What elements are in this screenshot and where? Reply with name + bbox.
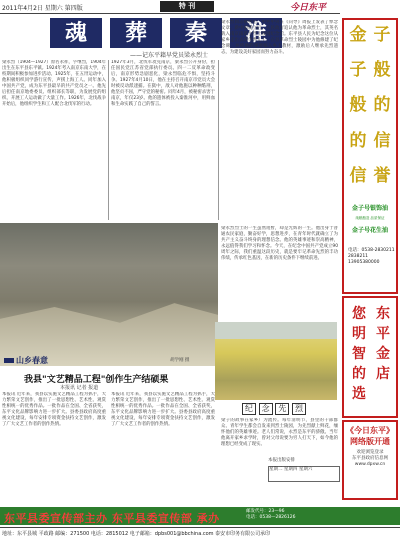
ad-char: 的 (352, 366, 366, 382)
ad-char: 店 (376, 366, 390, 382)
gold-ad-slogan (344, 20, 396, 200)
column-divider (108, 60, 109, 220)
ad-headline: 网络版开通 (350, 437, 390, 446)
memo-char: 先 (275, 403, 289, 415)
flower-photo (215, 322, 337, 400)
issue-date: 2011年4月2日 星期六 第四版 (2, 5, 83, 12)
headline-char: 葬 (110, 18, 162, 48)
page-header (0, 0, 400, 13)
article2-title: 我县"文艺精品工程"创作生产结硕果 (24, 375, 169, 385)
main-subtitle: ——记东平籍早党员梁永烈士 (130, 52, 209, 59)
newspaper-logo: 今日东平 (290, 3, 327, 13)
article-column: 梁子的故事在家乡广为流传。每年清明节，县里的干部群众、青年学生都会自发来到烈士陵园，为先烈献上鲜花，缅怀他们的英雄事迹。老人们常说，永烈是东平的骄傲。当年他离开家乡求学时，曾对父母说要为穷人打天下，如今他的理想已经变成了现实。 (221, 418, 338, 447)
ad-char: 金 (376, 346, 390, 362)
photo-caption: 山乡春意 (4, 355, 48, 366)
gold-store-ad (342, 296, 398, 418)
banner-info: 邮发代号：23—96 电话：0538—2826126 (246, 509, 296, 520)
article-column: 梁永烈（1904—1927）原名永祥，字继烈，1904年出生在东平县东平镇。1924年考入南京东南大学，在校期间积极参加进步活动。1925年，在五卅运动中，他积极组织同学游行宣传，声援上海工人。同年加入中国共产党，成为东平县最早的共产党员之一。他先后担任南京地委委员、组织部长等职，为发展党的组织、开展工人运动做了大量工作。1926年，北伐战争开始后，他组织学生和工人配合北伐军的行动。 (2, 60, 106, 107)
column-divider (218, 60, 219, 220)
article-column: 梁永烈同志牺牲后，中共中央在《向导》周报上发表了悼念文章。新中国成立后，人民政府追认他为革命烈士，其英名载入南京雨花台烈士陵园纪念馆。东平县人民为纪念这位从家乡走出去的优秀儿子，在县革命烈士陵园中为他修建了纪念碑，并将他的事迹编入乡土教材，激励后人继承先烈遗志，为建设美好家园而努力奋斗。 (221, 20, 338, 55)
memo-char: 纪 (242, 403, 256, 415)
product-name: 金子号银饰油 (351, 205, 388, 212)
ad-title: 《今日东平》 (346, 425, 394, 435)
ad-text-left (350, 304, 368, 404)
headline-char: 魂 (50, 18, 102, 48)
article-column: 梁永烈烈士的一生虽然短暂，却是光辉的一生。他出身于普通农民家庭，勤奋好学，思想进步，在青年时代就确立了为共产主义奋斗终身的理想信念。他的英雄事迹和崇高精神，永远值得我们学习和怀念。今天，在纪念中国共产党成立90周年之际，我们重温这段历史，就是要牢记革命先烈的丰功伟绩，传承红色基因，在新的历史条件下继续前进。 (221, 226, 338, 261)
ad-char: 选 (352, 386, 366, 402)
schedule-table: 星期二 星期四 星期六 (268, 466, 340, 482)
landscape-photo (0, 223, 218, 366)
gold-ad (342, 18, 398, 294)
ad-char: 子 (373, 25, 391, 45)
product-name: 金子号花生油 (351, 227, 388, 234)
ad-char: 子 (349, 60, 367, 81)
memo-char: 念 (259, 403, 273, 415)
schedule-title: 本报出版安排 (268, 458, 295, 463)
photo-credit: 胡学刚 摄 (170, 358, 190, 363)
ad-details: 欢迎浏览登录 东平县政府信息网 www.dpxw.cn (352, 450, 388, 467)
ad-char: 信 (373, 130, 391, 151)
ad-phone: 电话：0538-2830211 2838211 13905380000 (348, 248, 395, 265)
product-tagline: 纯粮酿造 品质保证 (355, 216, 385, 220)
article-column: 1927年3月，北伐军攻克南京，梁永烈公开身份，担任国民党江苏省党部执行委员。四一二反革命政变后，南京形势急剧恶化，梁永烈临危不惧，坚持斗争。1927年4月10日，他在主持召开南京市党员大会时被反动派逮捕。在狱中，敌人对他施以种种酷刑，他坚贞不屈，严守党的秘密。同年4月，被秘密杀害于南京，年仅23岁。他的遗体被投入秦淮河中，用鲜血和生命实践了自己的誓言。 (111, 60, 215, 107)
publish-schedule (268, 458, 340, 494)
ad-char: 智 (352, 346, 366, 362)
ad-char: 的 (349, 130, 367, 151)
photo-sky (215, 322, 337, 339)
ad-char: 平 (376, 326, 390, 342)
ad-text-right (374, 304, 392, 384)
header-divider (0, 13, 340, 14)
web-edition-ad (342, 420, 398, 500)
memorial-label (242, 403, 306, 415)
ad-char: 般 (349, 95, 367, 116)
headline-char: 秦 (170, 18, 222, 48)
ad-char: 东 (376, 306, 390, 322)
article2-byline: 本报讯 记者 报道 (60, 385, 99, 391)
memo-char: 烈 (292, 403, 306, 415)
bottom-banner (0, 507, 400, 525)
section-label: 特 刊 (160, 1, 214, 12)
ad-char: 般 (373, 60, 391, 81)
ad-char: 明 (352, 326, 366, 342)
ad-char: 誉 (373, 165, 391, 186)
headline-char: 淮 (230, 18, 282, 48)
article-column: 本报讯 近年来，我县以实施文艺精品工程为抓手，大力繁荣文艺创作，推出了一批思想性、艺术性、观赏性相统一的优秀作品。一批作品在全国、全省获奖，东平文化品牌影响力进一步扩大。县委县政府高度重视文化建设，每年安排专项资金扶持文艺创作，激发了广大文艺工作者的创作热情。 (2, 392, 106, 427)
article-column: 本报讯 近年来，我县以实施文艺精品工程为抓手，大力繁荣文艺创作，推出了一批思想性、艺术性、观赏性相统一的优秀作品。一批作品在全国、全省获奖，东平文化品牌影响力进一步扩大。县委县政府高度重视文化建设，每年安排专项资金扶持文艺创作，激发了广大文艺工作者的创作热情。 (111, 392, 215, 427)
ad-char: 的 (373, 95, 391, 116)
ad-char: 您 (352, 306, 366, 322)
page-footer: 地址：东平县城 平政路 邮编：271500 电话：2815012 电子邮箱：dpbs001@bbchina.com 泰安市印务有限公司承印 (0, 527, 400, 539)
ad-char: 信 (349, 165, 367, 186)
banner-text: 东平县委宣传部主办 东平县委宣传部 承办 (4, 512, 220, 525)
ad-char: 金 (349, 25, 367, 45)
